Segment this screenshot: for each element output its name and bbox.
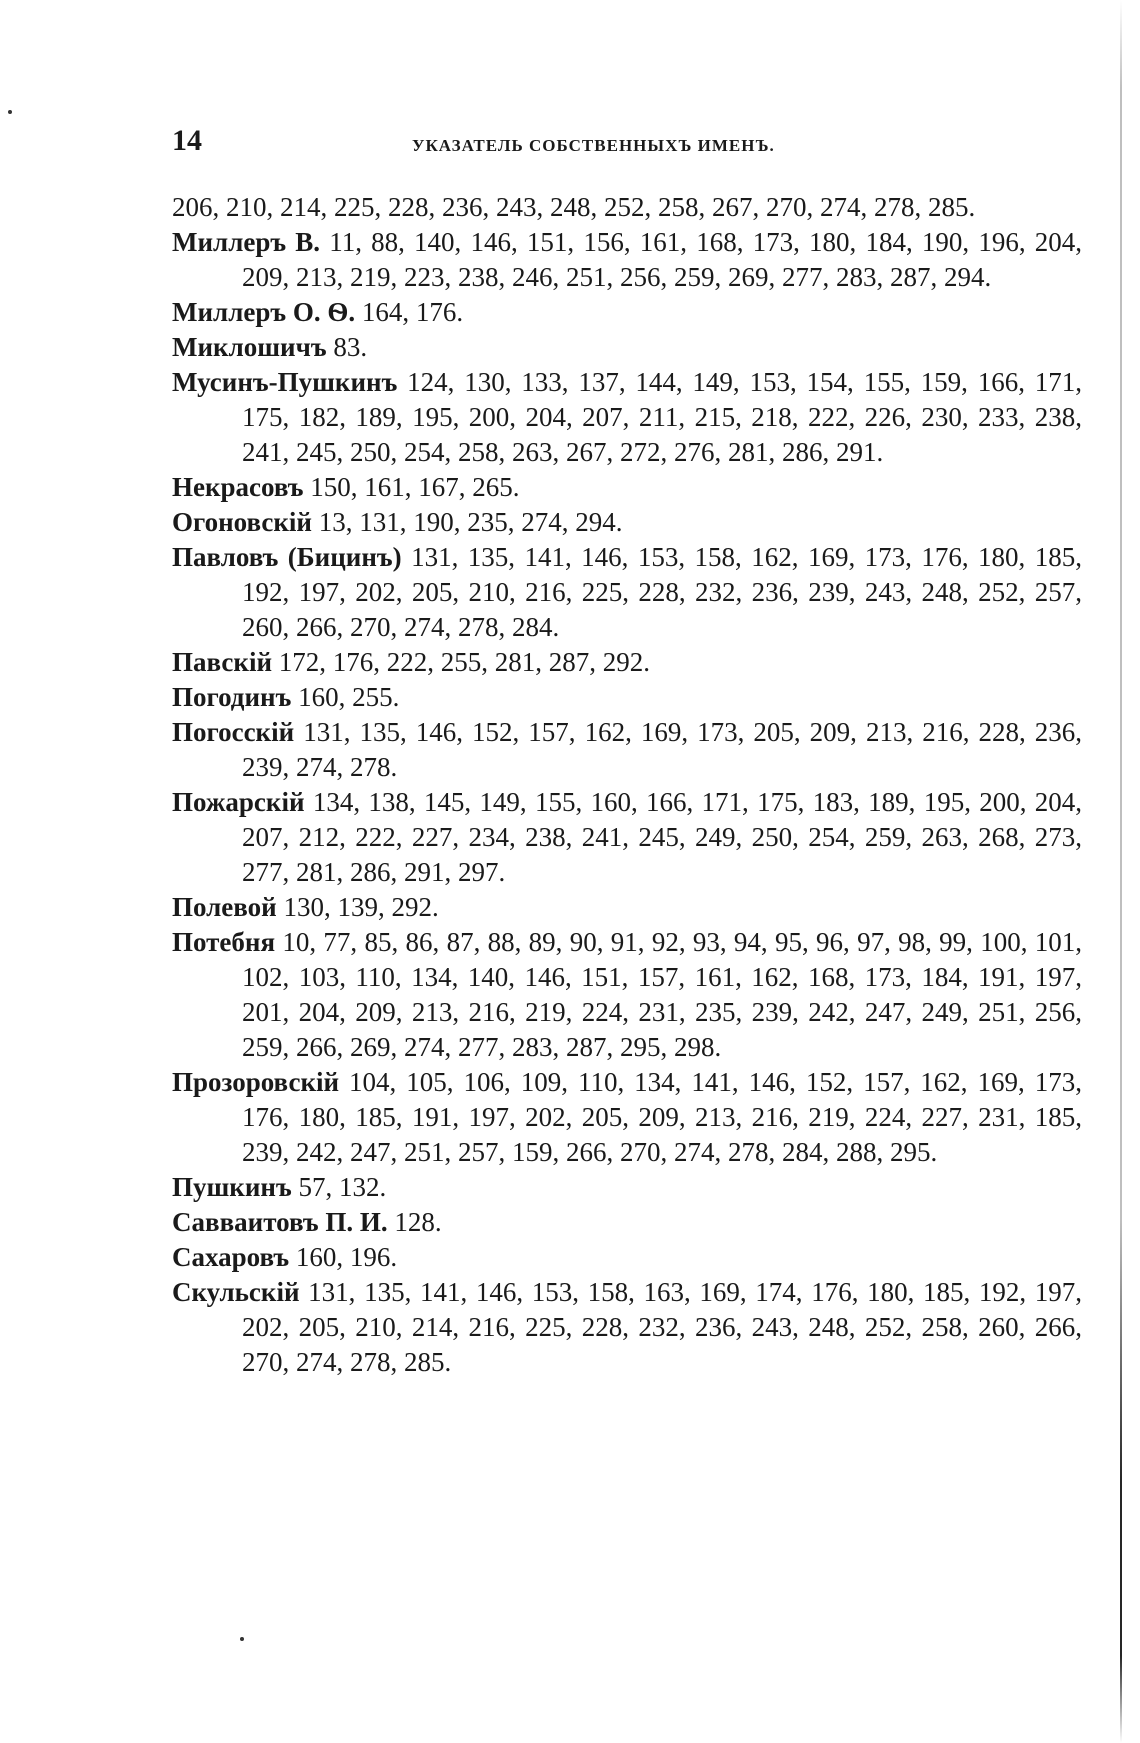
- entry-name: Мусинъ-Пушкинъ: [172, 367, 398, 397]
- entry-refs: 128.: [394, 1207, 442, 1237]
- entry-refs: 124, 130, 133, 137, 144, 149, 153, 154, 155, 159, 166, 171, 175, 182, 189, 195, 200, 204, 207, 211, 215, 218, 222, 226, 230, 233, 238, 241, 245, 250, 254, 258, 263, 267, 272, 276, 281, 286, 291.: [242, 367, 1083, 467]
- scan-page-edge: [1120, 0, 1122, 1743]
- entry-refs: 11, 88, 140, 146, 151, 156, 161, 168, 173, 180, 184, 190, 196, 204, 209, 213, 219, 223, 238, 246, 251, 256, 259, 269, 277, 283, 287, 294.: [242, 227, 1083, 292]
- index-entry-miller-o: [172, 295, 1082, 330]
- index-entries: [172, 190, 1082, 1380]
- entry-refs: 134, 138, 145, 149, 155, 160, 166, 171, 175, 183, 189, 195, 200, 204, 207, 212, 222, 227, 234, 238, 241, 245, 249, 250, 254, 259, 263, 268, 273, 277, 281, 286, 291, 297.: [242, 787, 1083, 887]
- index-entry-polevoy: [172, 890, 1082, 925]
- entry-refs: 13, 131, 190, 235, 274, 294.: [318, 507, 623, 537]
- entry-refs: 131, 135, 141, 146, 153, 158, 162, 169, 173, 176, 180, 185, 192, 197, 202, 205, 210, 216, 225, 228, 232, 236, 239, 243, 248, 252, 257, 260, 266, 270, 274, 278, 284.: [242, 542, 1083, 642]
- entry-name: Погодинъ: [172, 682, 292, 712]
- entry-refs: 10, 77, 85, 86, 87, 88, 89, 90, 91, 92, 93, 94, 95, 96, 97, 98, 99, 100, 101, 102, 103, 110, 134, 140, 146, 151, 157, 161, 162, 168, 173, 184, 191, 197, 201, 204, 209, 213, 216, 219, 224, 231, 235, 239, 242, 247, 249, 251, 256, 259, 266, 269, 274, 277, 283, 287, 295, 298.: [242, 927, 1083, 1062]
- index-entry-miller-v: [172, 225, 1082, 295]
- entry-refs: 131, 135, 141, 146, 153, 158, 163, 169, 174, 176, 180, 185, 192, 197, 202, 205, 210, 214, 216, 225, 228, 232, 236, 243, 248, 252, 258, 260, 266, 270, 274, 278, 285.: [242, 1277, 1082, 1377]
- entry-name: Некрасовъ: [172, 472, 304, 502]
- entry-name: Павловъ (Бицинъ): [172, 542, 402, 572]
- index-entry-pogodin: [172, 680, 1082, 715]
- index-entry-pushkin: [172, 1170, 1082, 1205]
- entry-refs: 160, 255.: [298, 682, 400, 712]
- index-entry-potebnya: [172, 925, 1082, 1065]
- entry-name: Пушкинъ: [172, 1172, 292, 1202]
- index-entry-musin-pushkin: [172, 365, 1082, 470]
- index-entry-ogonovsky: [172, 505, 1082, 540]
- entry-name: Погосскій: [172, 717, 295, 747]
- scan-speck: [8, 110, 12, 114]
- page-header: [172, 124, 1082, 164]
- entry-refs: 160, 196.: [295, 1242, 398, 1272]
- index-entry-pavlov: [172, 540, 1082, 645]
- index-entry-continuation: 206, 210, 214, 225, 228, 236, 243, 248, 252, 258, 267, 270, 274, 278, 285.: [172, 192, 976, 222]
- index-entry-savvaitov: [172, 1205, 1082, 1240]
- entry-name: Сахаровъ: [172, 1242, 290, 1272]
- entry-name: Прозоровскій: [172, 1067, 340, 1097]
- entry-refs: 104, 105, 106, 109, 110, 134, 141, 146, 152, 157, 162, 169, 173, 176, 180, 185, 191, 197, 202, 205, 209, 213, 216, 219, 224, 227, 231, 185, 239, 242, 247, 251, 257, 159, 266, 270, 274, 278, 284, 288, 295.: [242, 1067, 1083, 1167]
- entry-refs: 131, 135, 146, 152, 157, 162, 169, 173, 205, 209, 213, 216, 228, 236, 239, 274, 278.: [242, 717, 1083, 782]
- entry-name: Пожарскій: [172, 787, 305, 817]
- entry-name: Миллеръ О. Ѳ.: [172, 297, 356, 327]
- entry-refs: 57, 132.: [298, 1172, 387, 1202]
- page-number: 14: [172, 124, 202, 157]
- entry-name: Миллеръ В.: [172, 227, 321, 257]
- index-entry-skulsky: [172, 1275, 1082, 1380]
- index-entry-sakharov: [172, 1240, 1082, 1275]
- entry-name: Павскій: [172, 647, 273, 677]
- scan-speck: [240, 1637, 244, 1641]
- entry-name: Скульскій: [172, 1277, 300, 1307]
- index-entry-prozorovsky: [172, 1065, 1082, 1170]
- index-entry-pozharsky: [172, 785, 1082, 890]
- entry-name: Полевой: [172, 892, 277, 922]
- entry-name: Савваитовъ П. И.: [172, 1207, 388, 1237]
- entry-refs: 150, 161, 167, 265.: [310, 472, 520, 502]
- entry-refs: 164, 176.: [361, 297, 464, 327]
- entry-refs: 83.: [333, 332, 368, 362]
- index-entry-pogossky: [172, 715, 1082, 785]
- entry-refs: 172, 176, 222, 255, 281, 287, 292.: [278, 647, 651, 677]
- running-title: УКАЗАТЕЛЬ СОБСТВЕННЫХЪ ИМЕНЪ.: [412, 136, 775, 155]
- entry-refs: 130, 139, 292.: [283, 892, 439, 922]
- index-entry-pavsky: [172, 645, 1082, 680]
- entry-name: Огоновскій: [172, 507, 312, 537]
- index-entry-nekrasov: [172, 470, 1082, 505]
- index-entry-miklosich: [172, 330, 1082, 365]
- entry-name: Миклошичъ: [172, 332, 327, 362]
- entry-name: Потебня: [172, 927, 276, 957]
